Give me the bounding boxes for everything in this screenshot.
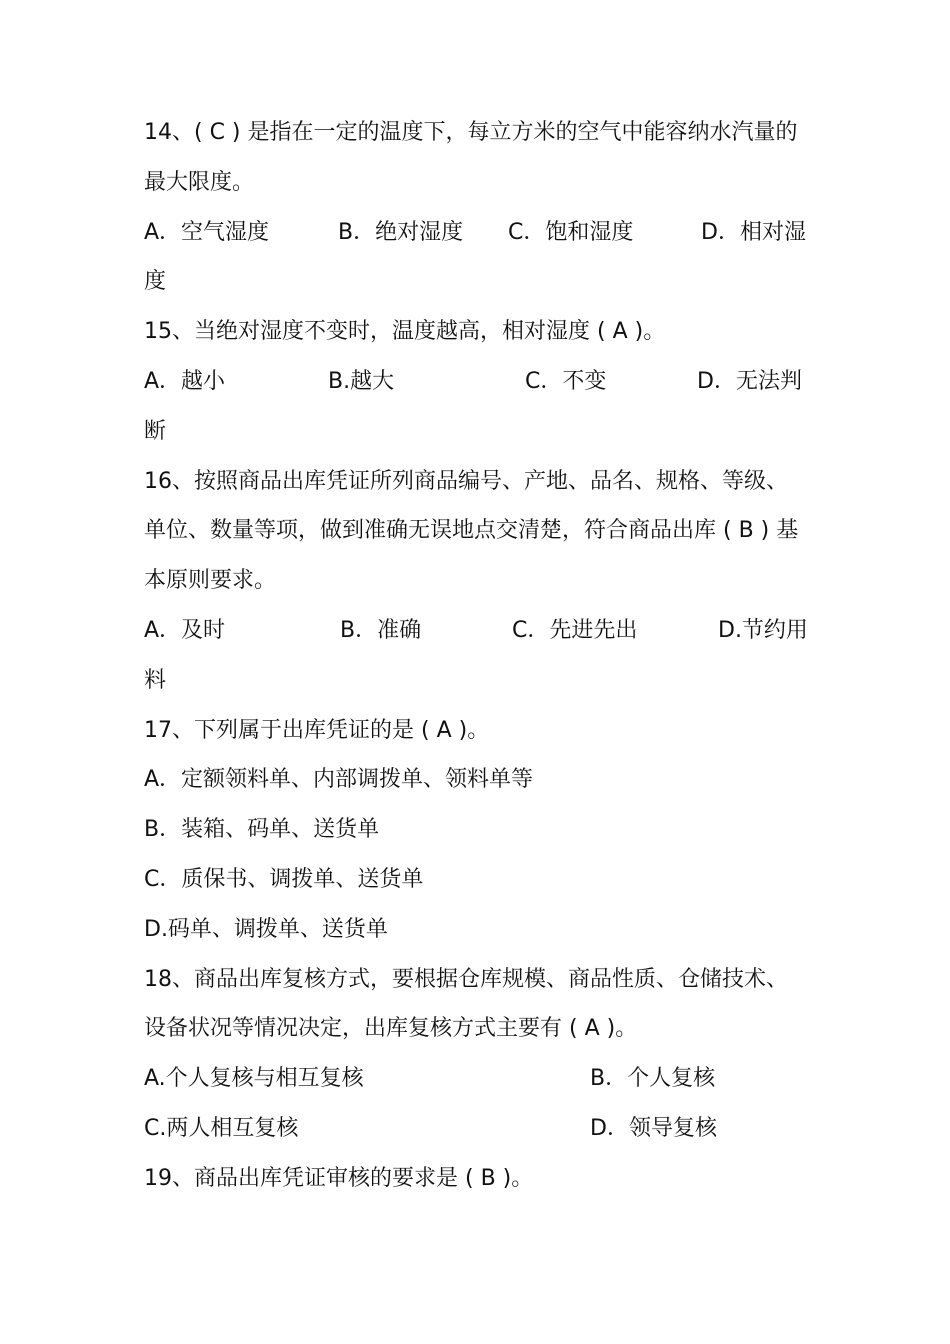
q15-options — [144, 357, 808, 407]
q15-option-a: A．越小 — [144, 368, 226, 394]
question-list — [144, 108, 808, 1204]
q16-stem-line2: 单位、数量等项，做到准确无误地点交清楚，符合商品出库 ( B ) 基 — [144, 518, 799, 544]
q17-option-a: A．定额领料单、内部调拨单、领料单等 — [144, 767, 534, 793]
q14-stem-line2: 最大限度。 — [144, 169, 255, 195]
q14-option-a: A．空气湿度 — [144, 219, 270, 245]
q15-stem: 15、当绝对湿度不变时，温度越高，相对湿度 ( A )。 — [144, 319, 666, 345]
q16-stem-line1: 16、按照商品出库凭证所列商品编号、产地、品名、规格、等级、 — [144, 468, 788, 494]
q18-stem-line2: 设备状况等情况决定，出库复核方式主要有 ( A )。 — [144, 1016, 638, 1042]
q17-option-b: B．装箱、码单、送货单 — [144, 817, 380, 843]
q16-option-d-continued: 料 — [144, 667, 167, 693]
q16-option-b: B．准确 — [340, 617, 422, 643]
q18-option-c: C.两人相互复核 — [144, 1115, 299, 1141]
q18-option-a: A.个人复核与相互复核 — [144, 1066, 364, 1092]
q18-options-row1 — [144, 1054, 808, 1104]
q16-option-d: D.节约用 — [718, 617, 808, 643]
q16-stem-line3: 本原则要求。 — [144, 568, 277, 594]
q19-stem: 19、商品出库凭证审核的要求是 ( B )。 — [144, 1165, 534, 1191]
q15-option-d: D．无法判 — [697, 368, 802, 394]
q15-option-d-continued: 断 — [144, 418, 167, 444]
q17-stem: 17、下列属于出库凭证的是 ( A )。 — [144, 717, 490, 743]
q17-option-d: D.码单、调拨单、送货单 — [144, 916, 388, 942]
q15-option-b: B.越大 — [328, 368, 395, 394]
q14-stem-line1: 14、( C ) 是指在一定的温度下，每立方米的空气中能容纳水汽量的 — [144, 120, 798, 145]
q16-options — [144, 606, 808, 656]
q16-option-c: C．先进先出 — [512, 617, 638, 643]
q18-option-d: D．领导复核 — [590, 1115, 717, 1141]
q15-option-c: C．不变 — [525, 368, 607, 394]
q14-option-d: D．相对湿 — [701, 219, 806, 245]
q14-option-c: C．饱和湿度 — [508, 219, 634, 245]
q17-option-c: C．质保书、调拨单、送货单 — [144, 866, 424, 892]
q14-options — [144, 208, 808, 258]
q14-option-b: B．绝对湿度 — [338, 219, 464, 245]
q18-options-row2 — [144, 1104, 808, 1154]
q16-option-a: A．及时 — [144, 617, 226, 643]
q14-option-d-continued: 度 — [144, 269, 167, 295]
q18-stem-line1: 18、商品出库复核方式，要根据仓库规模、商品性质、仓储技术、 — [144, 966, 788, 992]
q18-option-b: B．个人复核 — [590, 1066, 716, 1092]
